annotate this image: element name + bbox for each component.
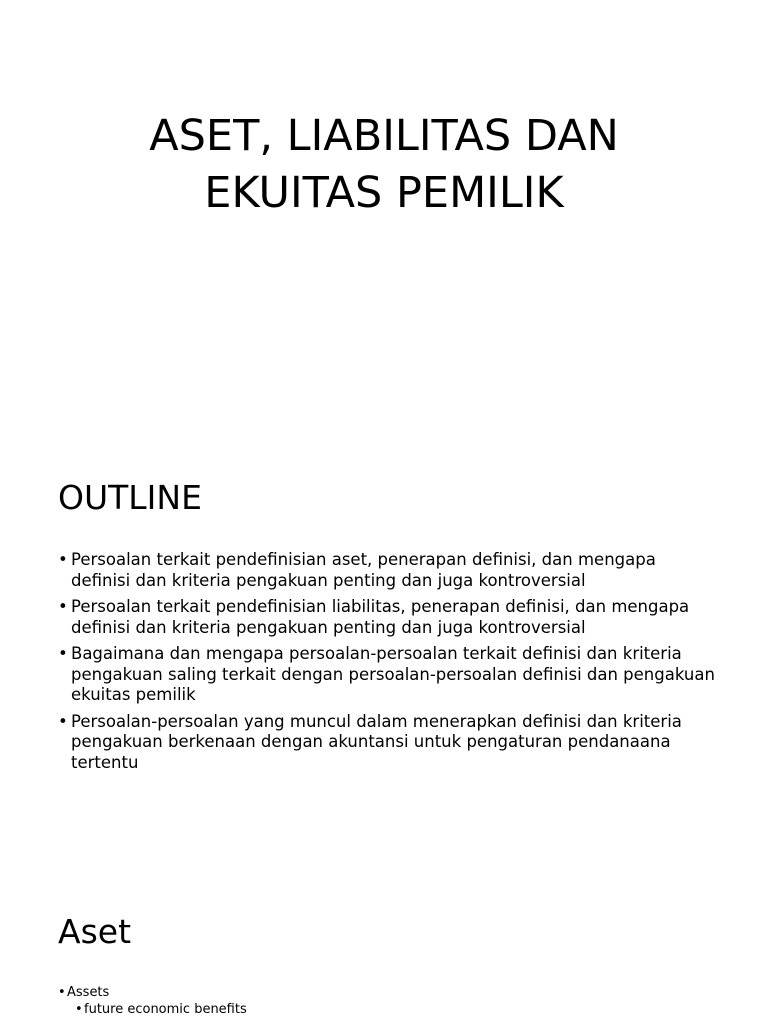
aset-sub-item	[75, 1001, 247, 1018]
title-line-2: EKUITAS PEMILIK	[204, 168, 564, 218]
aset-sub-list	[67, 1001, 247, 1018]
outline-bullet-item	[58, 644, 718, 706]
aset-sub-text: future economic benefits	[84, 1002, 247, 1017]
presentation-title	[0, 108, 768, 222]
aset-heading: Aset	[58, 912, 132, 951]
bullet-dot-icon: •	[58, 985, 66, 1000]
aset-slide	[0, 864, 768, 1024]
outline-bullet-text: Persoalan terkait pendefinisian liabilitas, penerapan definisi, dan mengapa definisi dan kriteria pengakuan penting dan juga kontroversial	[71, 597, 690, 637]
outline-slide	[0, 432, 768, 864]
aset-bullet-list	[58, 984, 247, 1018]
bullet-dot-icon: •	[75, 1002, 83, 1017]
bullet-dot-icon: •	[58, 644, 68, 663]
outline-bullet-text: Persoalan terkait pendefinisian aset, penerapan definisi, dan mengapa definisi dan kriteria pengakuan penting dan juga kontroversial	[71, 550, 656, 590]
title-line-1: ASET, LIABILITAS DAN	[149, 111, 619, 161]
outline-bullet-item	[58, 712, 718, 774]
outline-bullet-text: Persoalan-persoalan yang muncul dalam menerapkan definisi dan kriteria pengakuan berkenaan dengan akuntansi untuk pengaturan pendanaana tertentu	[71, 711, 682, 772]
bullet-dot-icon: •	[58, 711, 68, 731]
outline-heading: OUTLINE	[58, 478, 202, 517]
outline-bullet-text: Bagaimana dan mengapa persoalan-persoalan terkait definisi dan kriteria pengakuan saling terkait dengan persoalan-persoalan definisi dan pengakuan ekuitas pemilik	[71, 644, 715, 704]
bullet-dot-icon: •	[58, 597, 68, 616]
aset-bullet-item	[58, 984, 247, 1018]
outline-bullet-item	[58, 550, 718, 591]
aset-bullet-text: Assets	[67, 985, 110, 1000]
bullet-dot-icon: •	[58, 550, 68, 569]
outline-bullet-item	[58, 597, 718, 638]
title-slide	[0, 0, 768, 432]
outline-bullet-list	[58, 550, 718, 779]
